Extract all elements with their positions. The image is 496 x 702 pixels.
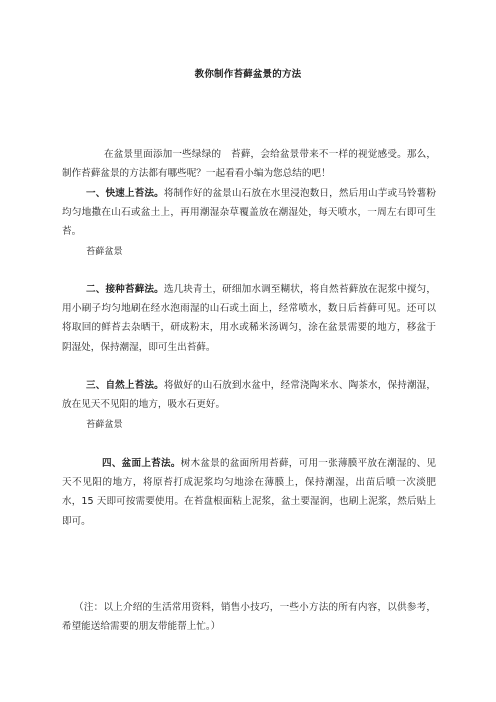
section-heading-2: 二、接种苔藓法。 — [86, 284, 164, 295]
section-paragraph-2 — [62, 280, 436, 357]
image-caption-2: 苔藓盆景 — [86, 419, 123, 430]
section-text-2: 选几块青土，研细加水调至糊状，将自然苔藓放在泥浆中搅匀，用小刷子均匀地刷在经水泡雨湿的山石或土面上，经常喷水，数日后苔藓可见。还可以将取回的鲜苔去杂晒干，研成粉末，用水或稀米汤调匀，涂在盆景需要的地方，移盆于阴湿处，保持潮湿，即可生出苔藓。 — [62, 284, 437, 353]
document-title: 教你制作苔藓盆景的方法 — [194, 69, 302, 80]
section-text-4: 树木盆景的盆面所用苔藓，可用一张薄膜平放在潮湿的、见天不见阳的地方，将原苔打成泥浆均匀地涂在薄膜上，保持潮湿，出苗后喷一次淡肥水，15 天即可按需要使用。在苔盘根面粘上泥浆，盆土要湿润，也刷上泥浆，然后贴上即可。 — [62, 458, 437, 527]
footnote: （注：以上介绍的生活常用资料，销售小技巧，一些小方法的所有内容，以供参考，希望能送给需要的朋友带能帮上忙。） — [62, 602, 436, 633]
image-caption-1: 苔藓盆景 — [86, 246, 123, 257]
intro-paragraph: 在盆景里面添加一些绿绿的 苔藓，会给盆景带来不一样的视觉感受。那么，制作苔藓盆景的方法都有哪些呢？一起看看小编为您总结的吧！ — [62, 149, 436, 180]
section-text-3: 将做好的山石放到水盆中，经常浇陶米水、陶茶水，保持潮湿，放在见天不见阳的地方，吸水石更好。 — [62, 380, 437, 411]
section-paragraph-4 — [62, 454, 436, 531]
section-paragraph-1 — [62, 184, 436, 242]
section-heading-3: 三、自然上苔法。 — [86, 380, 164, 391]
section-heading-4: 四、盆面上苔法。 — [102, 458, 181, 469]
section-heading-1: 一、快速上苔法。 — [86, 188, 164, 199]
section-text-1: 将制作好的盆景山石放在水里浸泡数日，然后用山芋或马铃薯粉均匀地撒在山石或盆土上，再用潮湿杂草覆盖放在潮湿处，每天喷水，一周左右即可生苔。 — [62, 188, 437, 238]
section-paragraph-3 — [62, 376, 436, 414]
